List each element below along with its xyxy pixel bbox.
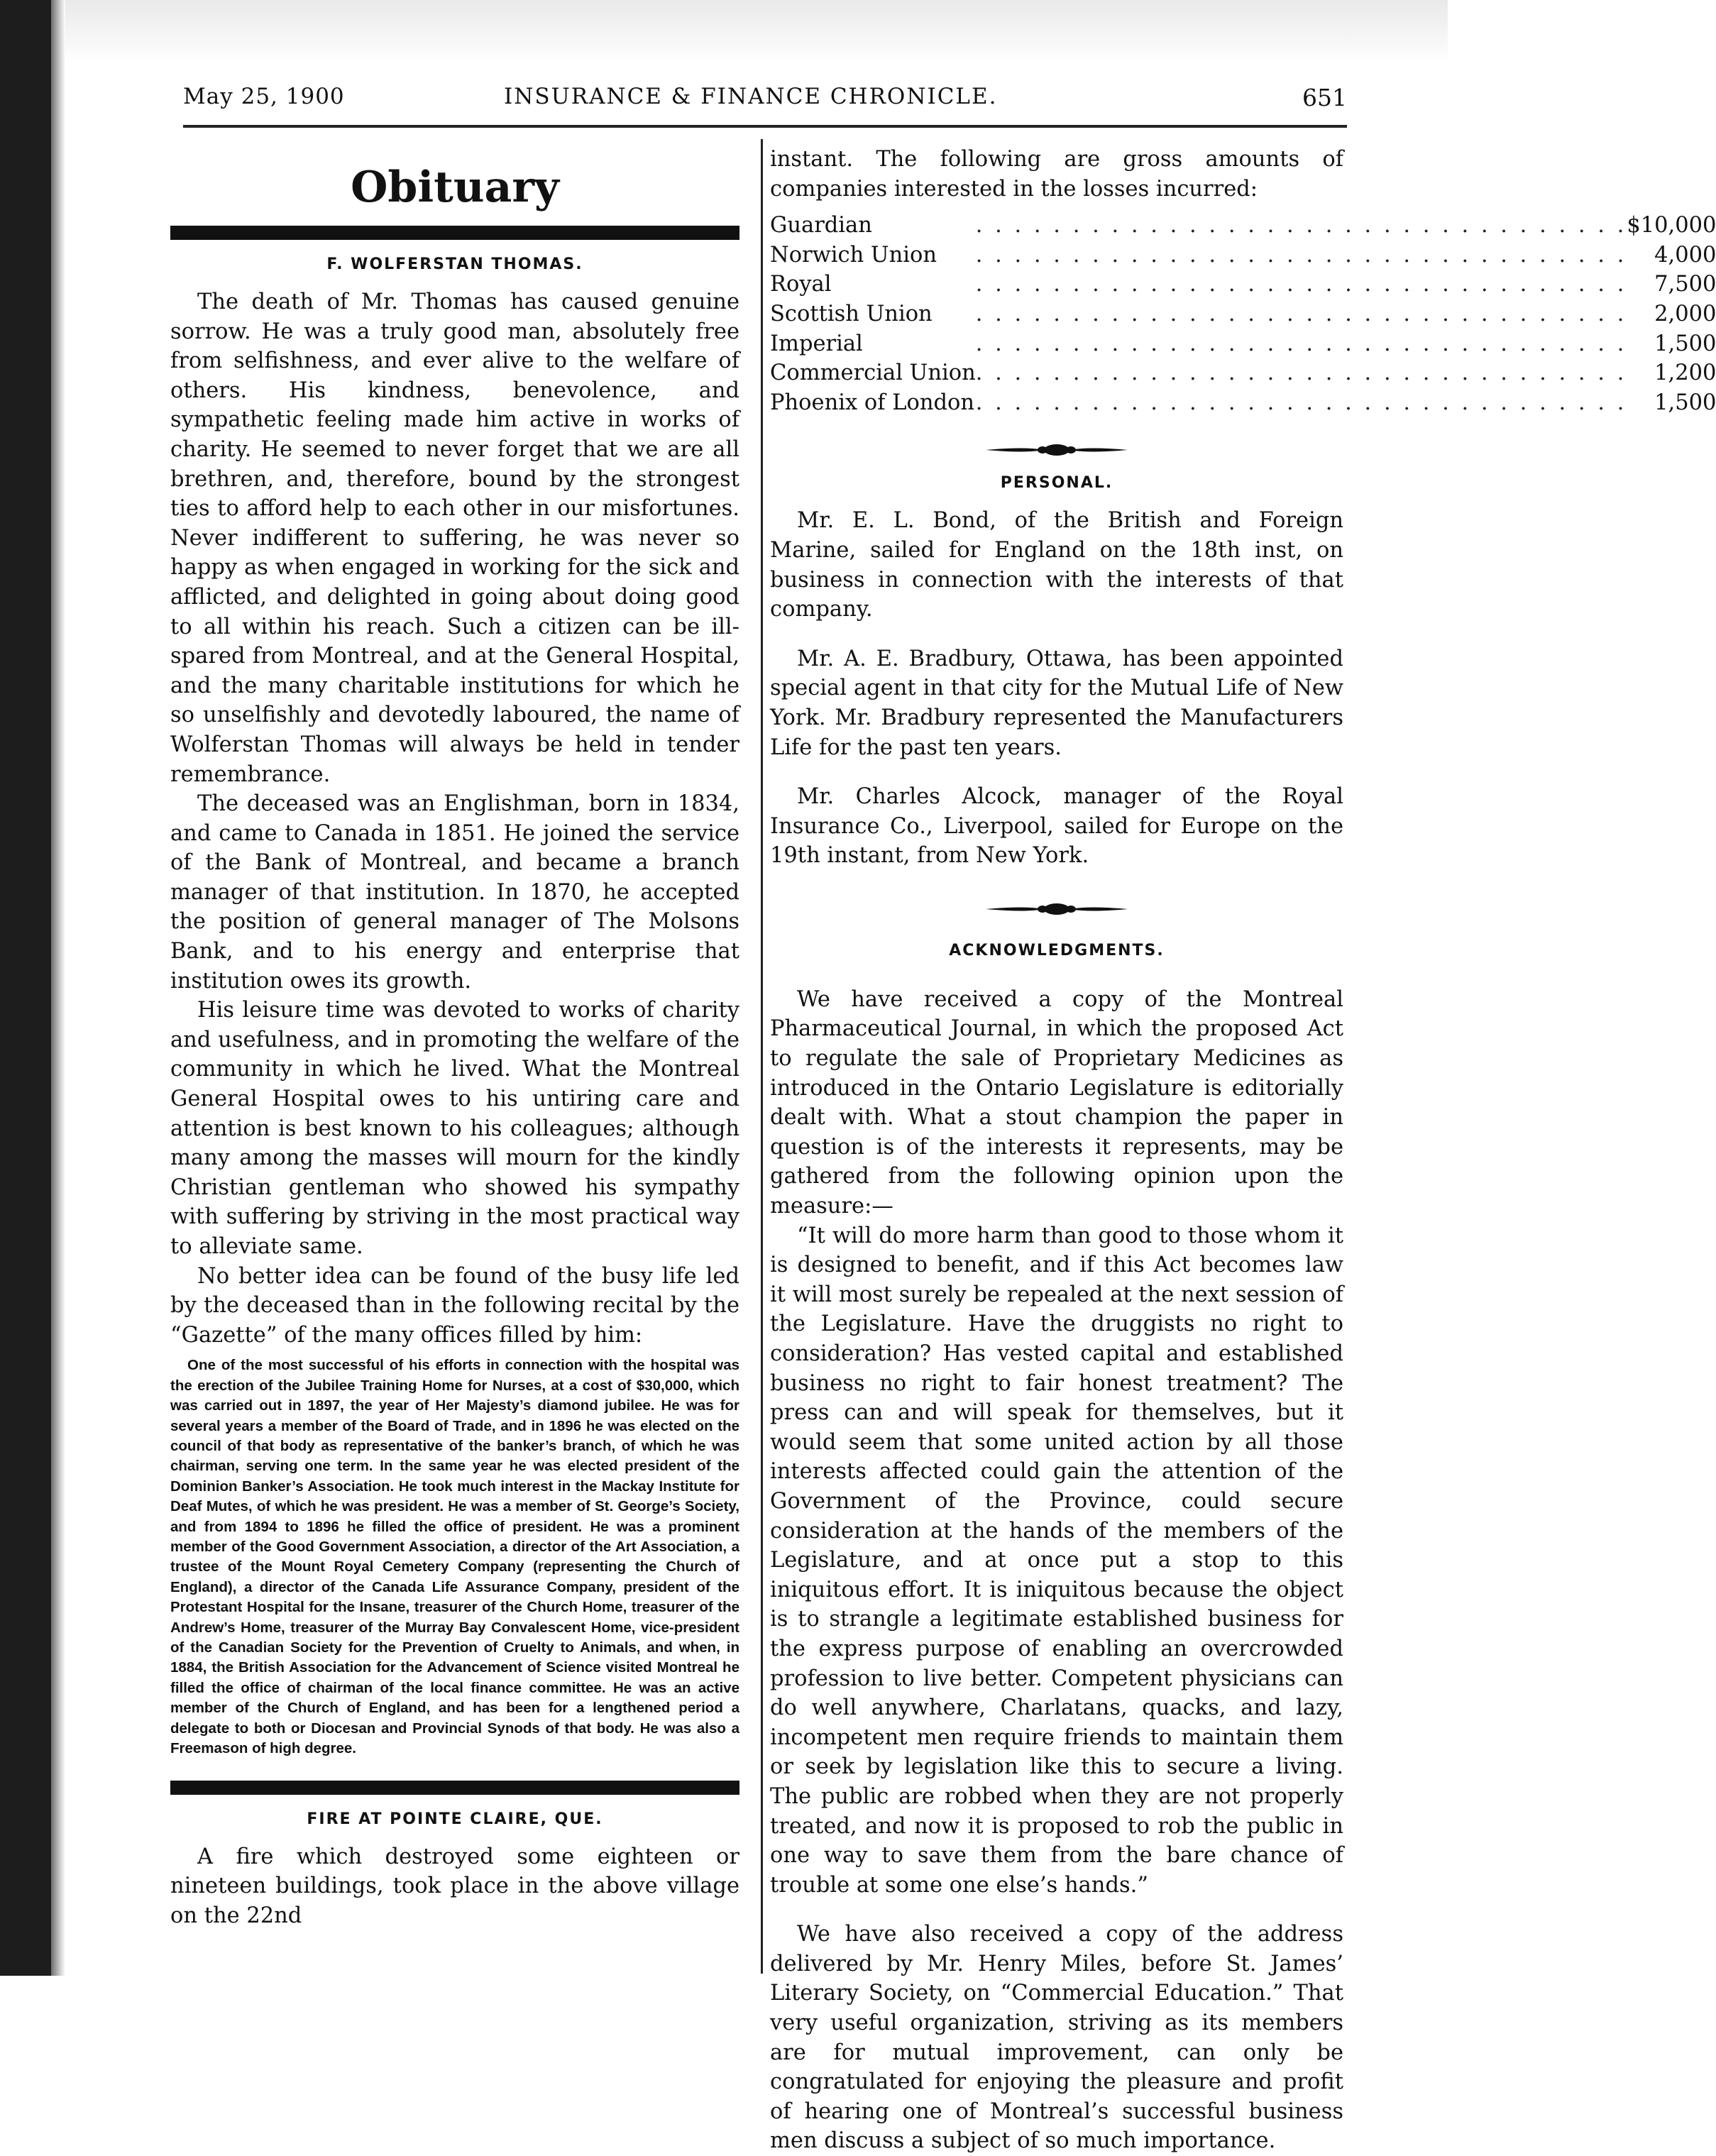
company-name: Royal — [770, 272, 832, 297]
fire-heading: FIRE AT POINTE CLAIRE, QUE. — [307, 1810, 603, 1828]
fire-continuation-paragraph: instant. The following are gross amounts of companies interested in the losses incurred: — [770, 147, 1343, 202]
acknowledgments-paragraph: We have also received a copy of the address delivered by Mr. Henry Miles, before St. James’ Literary Society, on “Commercial Education.” That very useful organization, striving as its members are for mutual improvement, can only be congratulated for enjoying the pleasure and profit of hearing one of Montreal’s successful business men discuss a subject of so much importance. — [770, 1922, 1343, 2154]
obituary-paragraph: The death of Mr. Thomas has caused genuine sorrow. He was a truly good man, absolutely free from selfishness, and ever alive to the welfare of others. His kindness, benevolence, and sympathetic feeling made him active in works of charity. He seemed to never forget that we are all brethren, and, therefore, bound by the strongest ties to afford help to each other in our misfortunes. Never indifferent to suffering, he was never so happy as when engaged in working for the sick and afflicted, and delighted in going about doing good to all within his reach. Such a citizen can be ill-spared from Montreal, and at the General Hospital, and the many charitable institutions for which he so unselfishly and devotedly laboured, the name of Wolferstan Thomas will always be held in tender remembrance. — [170, 290, 739, 787]
page-gutter — [51, 0, 65, 1976]
section-rule — [170, 226, 739, 240]
table-row — [770, 211, 1716, 241]
personal-paragraph: Mr. A. E. Bradbury, Ottawa, has been appointed special agent in that city for the Mutual Life of New York. Mr. Bradbury represented the Manufacturers Life for the past ten years. — [770, 646, 1343, 760]
book-spine-shadow — [0, 0, 51, 1976]
company-name: Phoenix of London — [770, 390, 975, 415]
gazette-recital: One of the most successful of his efforts in connection with the hospital was the erection of the Jubilee Training Home for Nurses, at a cost of $30,000, which was carried out in 1897, the year of Her Majesty’s diamond jubilee. He was for several years a member of the Board of Trade, and in 1896 he was elected on the council of that body as representative of the banker’s branch, of which he was chairman, serving one term. In the same year he was elected president of the Dominion Banker’s Association. He took much interest in the Mackay Institute for Deaf Mutes, of which he was president. He was a member of St. George’s Society, and from 1894 to 1896 he filled the office of president. He was a prominent member of the Good Government Association, a director of the Art Association, a trustee of the Mount Royal Cemetery Company (representing the Church of England), a director of the Canada Life Assurance Company, president of the Protestant Hospital for the Insane, treasurer of the Church Home, treasurer of the Andrew’s Home, treasurer of the Murray Bay Convalescent Home, vice-president of the Canadian Society for the Prevention of Cruelty to Animals, and when, in 1884, the British Association for the Advancement of Science visited Montreal he filled the office of chairman of the local finance committee. He was an active member of the Church of England, and has been for a lengthened period a delegate to both or Diocesan and Provincial Synods of that body. He was also a Freemason of high degree. — [170, 1357, 739, 1757]
right-column — [770, 145, 1716, 2156]
table-row — [770, 299, 1716, 329]
personal-paragraph: Mr. Charles Alcock, manager of the Royal Insurance Co., Liverpool, sailed for Europe on the 19th instant, from New York. — [770, 784, 1343, 869]
loss-amount: 1,500 — [1654, 390, 1716, 415]
acknowledgments-quote: “It will do more harm than good to those whom it is designed to benefit, and if this Act becomes law it will most surely be repealed at the next session of the Legislature. Have the druggists no right to consideration? Has vested capital and established business no right to fair honest treatment? The press can and will speak for themselves, but it would seem that some united action by all those interests affected could gain the attention of the Government of the Province, could secure consideration at the hands of the members of the Legislature, and at once put a stop to this iniquitous effort. It is iniquitous because the object is to strangle a legitimate established business for the express purpose of enabling an overcrowded profession to live better. Competent physicians can do well anywhere, Charlatans, quacks, and lazy, incompetent men require friends to maintain them or seek by legislation like this to secure a living. The public are robbed when they are not properly treated, and now it is proposed to rob the public in one way to save them from the bare chance of trouble at some one else’s hands.” — [770, 1223, 1343, 1898]
leader-dots: . . . . . . . . . . . . . . . . . . . . . . . . . . . . . . . . . . — [975, 331, 1627, 356]
issue-date: May 25, 1900 — [183, 84, 345, 109]
obituary-paragraph: His leisure time was devoted to works of charity and usefulness, and in promoting the welfare of the community in which he lived. What the Montreal General Hospital owes to his untiring care and attention is best known to his colleagues; although many among the masses will mourn for the kindly Christian gentleman who showed his sympathy with suffering by striving in the most practical way to alleviate same. — [170, 998, 739, 1259]
leader-dots: . . . . . . . . . . . . . . . . . . . . . . . . . . . . . . . . . . — [975, 242, 1627, 268]
company-name: Norwich Union — [770, 242, 937, 268]
loss-amount: 7,500 — [1654, 272, 1716, 297]
column-rule — [761, 139, 763, 1974]
leader-dots: . . . . . . . . . . . . . . . . . . . . . . . . . . . . . . . . . . — [975, 301, 1627, 326]
leader-dots: . . . . . . . . . . . . . . . . . . . . . . . . . . . . . . . . . . — [975, 361, 1627, 386]
section-rule — [170, 1781, 739, 1795]
losses-table — [770, 211, 1716, 417]
leader-dots: . . . . . . . . . . . . . . . . . . . . . . . . . . . . . . . . . . — [975, 213, 1627, 238]
left-column — [170, 158, 739, 1930]
leader-dots: . . . . . . . . . . . . . . . . . . . . . . . . . . . . . . . . . . — [975, 272, 1627, 297]
header-rule — [183, 125, 1347, 128]
page-number: 651 — [1302, 84, 1347, 111]
fire-opening-paragraph: A fire which destroyed some eighteen or nineteen buildings, took place in the above village on the 22nd — [170, 1844, 739, 1928]
acknowledgments-paragraph: We have received a copy of the Montreal Pharmaceutical Journal, in which the proposed Act to regulate the sale of Proprietary Medicines as introduced in the Ontario Legislature is editorially dealt with. What a stout champion the paper in question is of the interests it represents, may be gathered from the following opinion upon the measure:— — [770, 986, 1343, 1219]
table-row — [770, 388, 1716, 418]
company-name: Guardian — [770, 213, 872, 238]
loss-amount: 1,500 — [1654, 331, 1716, 356]
table-row — [770, 241, 1716, 270]
acknowledgments-heading: ACKNOWLEDGMENTS. — [949, 941, 1165, 959]
personal-heading: PERSONAL. — [1000, 474, 1113, 493]
table-row — [770, 358, 1716, 388]
loss-amount: $10,000 — [1627, 213, 1716, 238]
loss-amount: 1,200 — [1654, 361, 1716, 386]
page-top-tone — [65, 0, 1448, 64]
table-row — [770, 270, 1716, 299]
section-ornament — [770, 901, 1343, 918]
leader-dots: . . . . . . . . . . . . . . . . . . . . . . . . . . . . . . . . . . — [975, 390, 1627, 415]
company-name: Scottish Union — [770, 301, 933, 326]
obituary-paragraph: No better idea can be found of the busy life led by the deceased than in the following recital by the “Gazette” of the many offices filled by him: — [170, 1263, 739, 1348]
publication-title: INSURANCE & FINANCE CHRONICLE. — [504, 84, 998, 109]
loss-amount: 4,000 — [1654, 242, 1716, 268]
obituary-section-title: Obituary — [351, 163, 559, 212]
obituary-paragraph: The deceased was an Englishman, born in 1834, and came to Canada in 1851. He joined the service of the Bank of Montreal, and became a branch manager of that institution. In 1870, he accepted the position of general manager of The Molsons Bank, and to his energy and enterprise that institution owes its growth. — [170, 791, 739, 994]
table-row — [770, 329, 1716, 359]
running-header — [183, 84, 1347, 126]
section-ornament — [770, 441, 1343, 458]
obituary-subject-heading: F. WOLFERSTAN THOMAS. — [326, 255, 583, 273]
loss-amount: 2,000 — [1654, 301, 1716, 326]
company-name: Imperial — [770, 331, 863, 356]
personal-paragraph: Mr. E. L. Bond, of the British and Foreign Marine, sailed for England on the 18th inst, on business in connection with the interests of that company. — [770, 508, 1343, 622]
company-name: Commercial Union — [770, 361, 976, 386]
